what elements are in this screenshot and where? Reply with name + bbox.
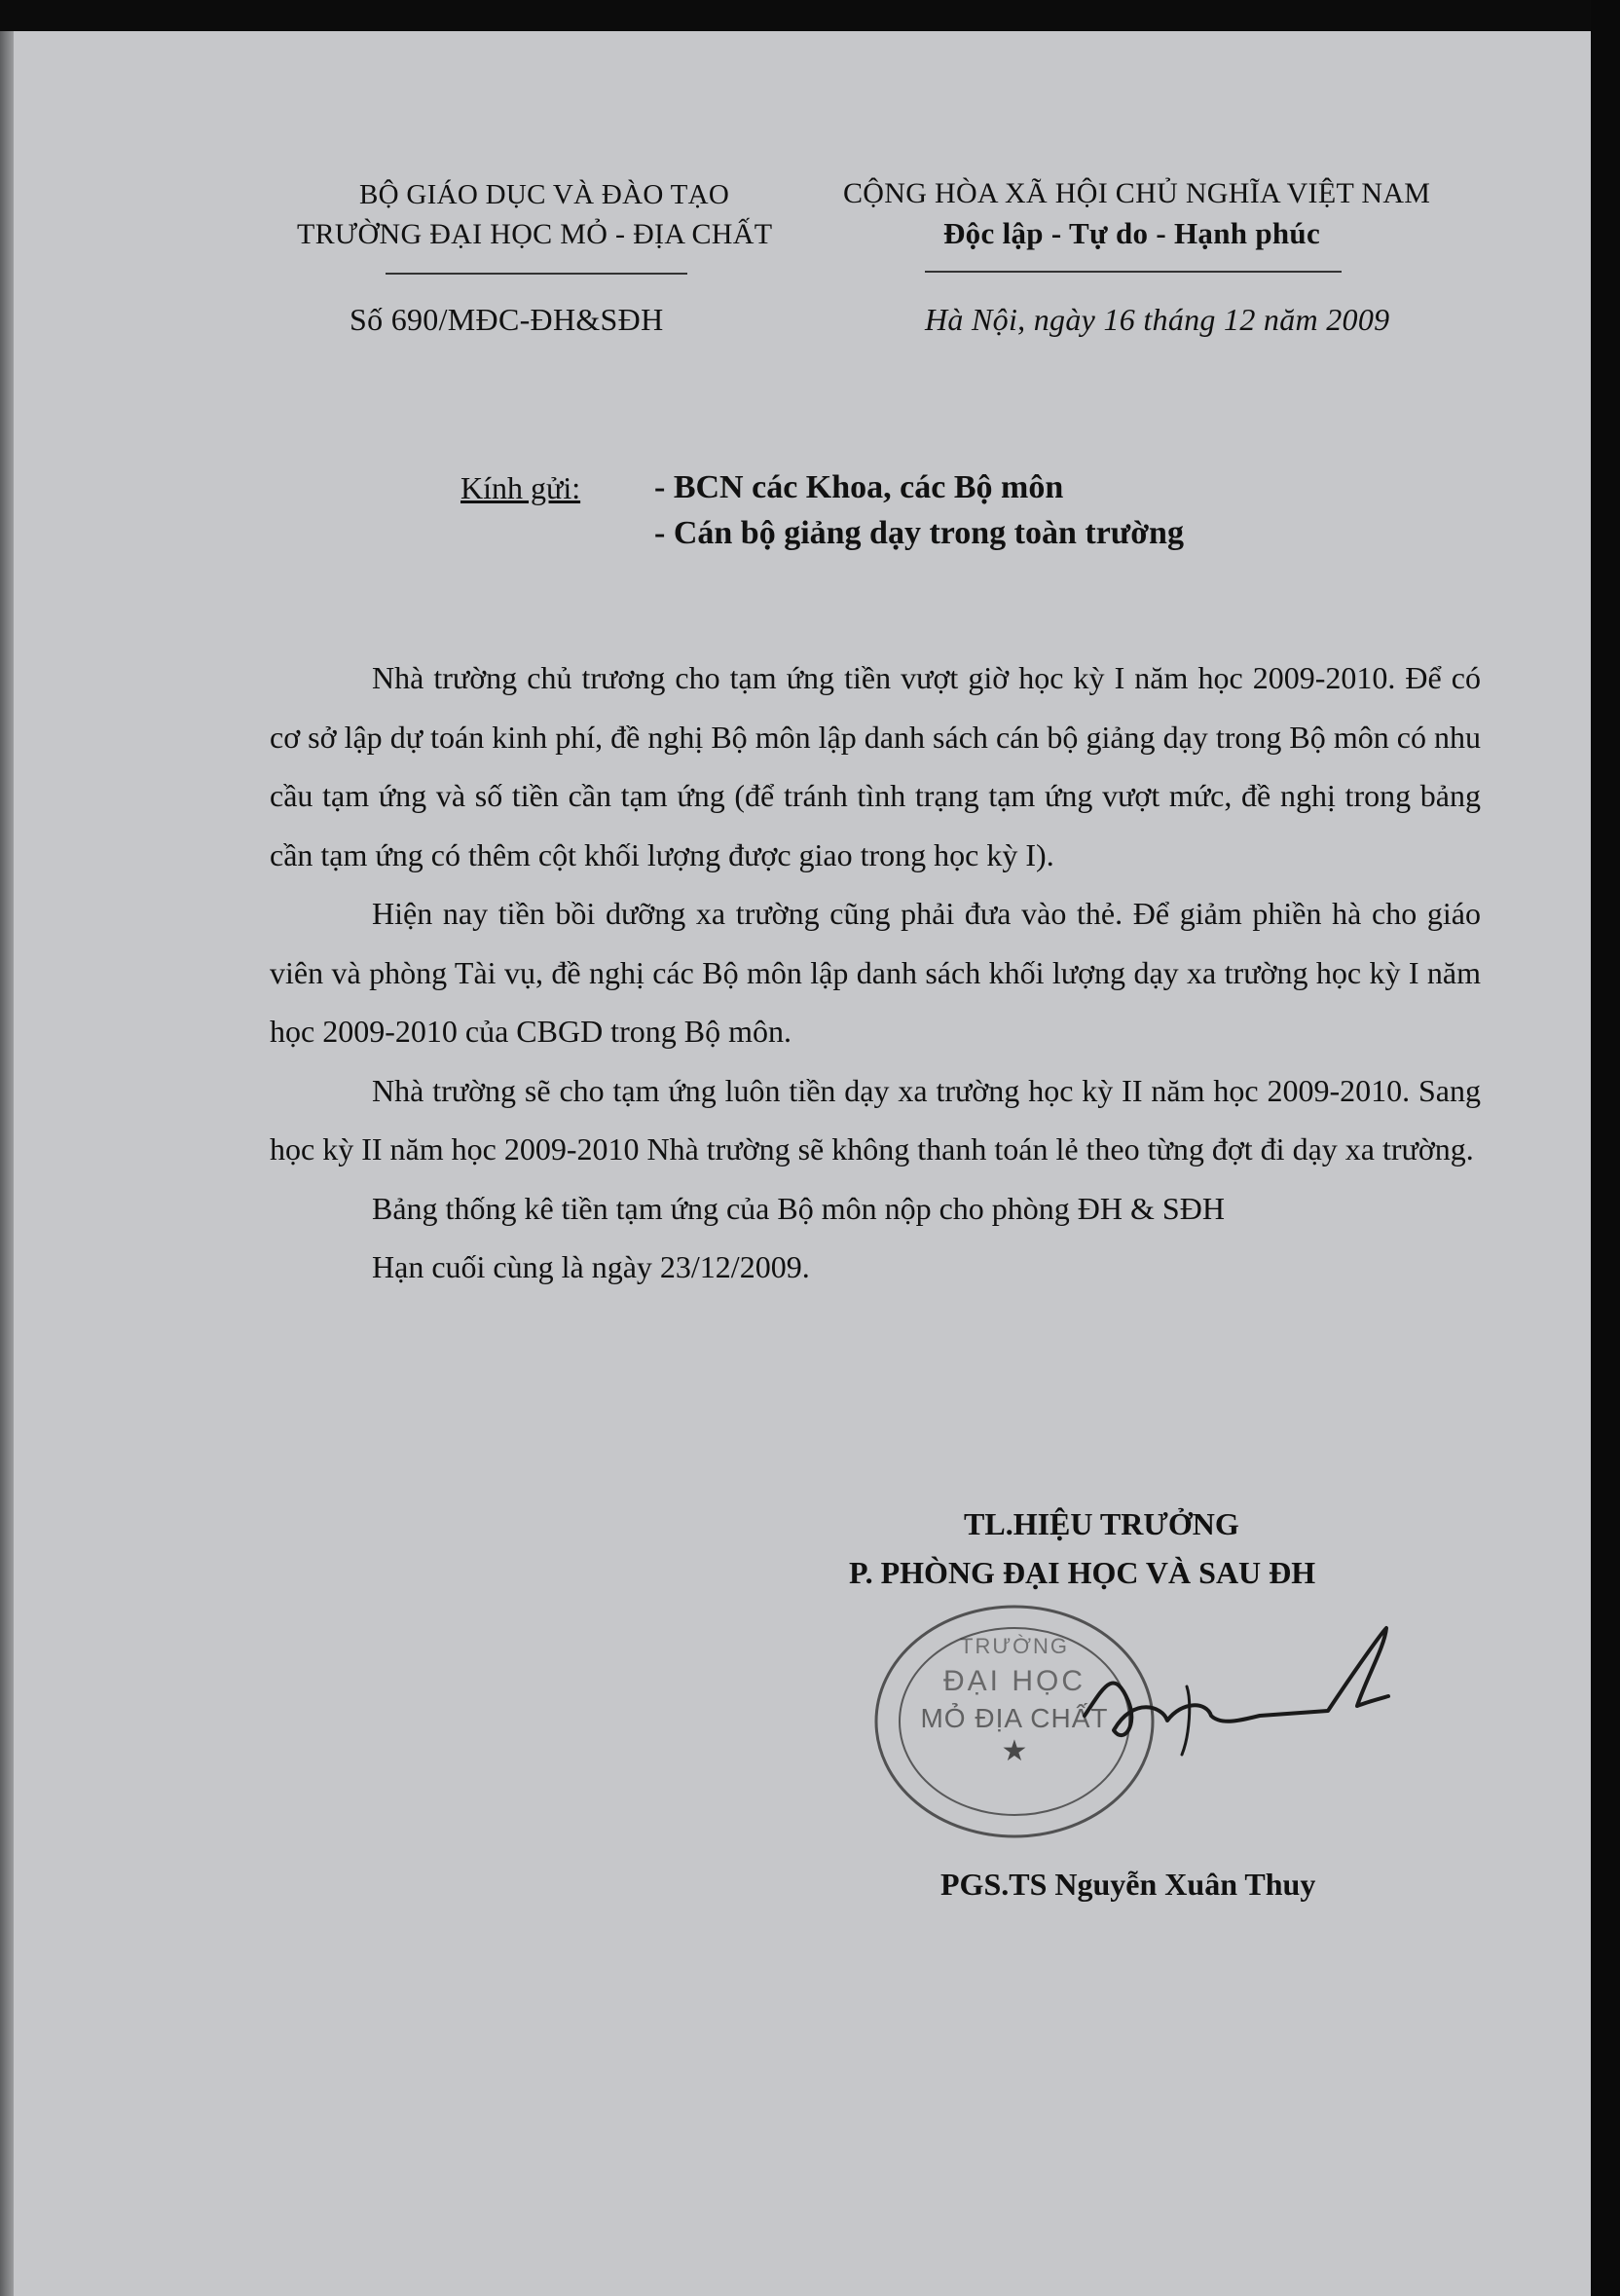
- recipient-line-2: - Cán bộ giảng dạy trong toàn trường: [654, 515, 1184, 551]
- body-paragraph-3: Nhà trường sẽ cho tạm ứng luôn tiền dạy xa trường học kỳ II năm học 2009-2010. Sang học kỳ II năm học 2009-2010 Nhà trường sẽ không thanh toán lẻ theo từng đợt đi dạy xa trường.: [270, 1072, 1481, 1167]
- letter-body: [270, 648, 1481, 1297]
- body-paragraph-1: Nhà trường chủ trương cho tạm ứng tiền vượt giờ học kỳ I năm học 2009-2010. Để có cơ sở lập dự toán kinh phí, đề nghị Bộ môn lập danh sách cán bộ giảng dạy trong Bộ môn có nhu cầu tạm ứng và số tiền cần tạm ứng (để tránh tình trạng tạm ứng vượt mức, đề nghị trong bảng cần tạm ứng có thêm cột khối lượng được giao trong học kỳ I).: [270, 660, 1481, 872]
- document-number: Số 690/MĐC-ĐH&SĐH: [350, 302, 664, 337]
- left-header-rule: [386, 273, 687, 275]
- scan-right-border: [1591, 0, 1620, 2296]
- university-name: TRƯỜNG ĐẠI HỌC MỎ - ĐỊA CHẤT: [297, 218, 773, 250]
- scan-left-shadow: [0, 31, 14, 2296]
- ministry-name: BỘ GIÁO DỤC VÀ ĐÀO TẠO: [359, 179, 730, 210]
- document-page: [14, 31, 1591, 2296]
- signer-name: PGS.TS Nguyễn Xuân Thuy: [940, 1867, 1316, 1902]
- recipients-label: Kính gửi:: [460, 470, 581, 505]
- body-paragraph-2: Hiện nay tiền bồi dưỡng xa trường cũng phải đưa vào thẻ. Để giảm phiền hà cho giáo viên và phòng Tài vụ, đề nghị các Bộ môn lập danh sách khối lượng dạy xa trường học kỳ I năm học 2009-2010 của CBGD trong Bộ môn.: [270, 896, 1481, 1049]
- scan-top-border: [0, 0, 1620, 31]
- republic-title: CỘNG HÒA XÃ HỘI CHỦ NGHĨA VIỆT NAM: [843, 177, 1431, 209]
- recipient-line-1: - BCN các Khoa, các Bộ môn: [654, 469, 1064, 505]
- national-motto: Độc lập - Tự do - Hạnh phúc: [943, 216, 1321, 250]
- body-paragraph-5: Hạn cuối cùng là ngày 23/12/2009.: [372, 1249, 810, 1284]
- signature-title-1: TL.HIỆU TRƯỞNG: [964, 1506, 1239, 1541]
- signature-title-2: P. PHÒNG ĐẠI HỌC VÀ SAU ĐH: [849, 1555, 1316, 1590]
- right-header-rule: [925, 271, 1342, 273]
- place-date: Hà Nội, ngày 16 tháng 12 năm 2009: [925, 302, 1390, 337]
- handwritten-signature: [1075, 1609, 1396, 1784]
- stamp-text-2: ĐẠI HỌC: [942, 1665, 1086, 1697]
- body-paragraph-4: Bảng thống kê tiền tạm ứng của Bộ môn nộp cho phòng ĐH & SĐH: [372, 1190, 1225, 1226]
- stamp-text-3: MỎ ĐỊA CHẤT: [920, 1703, 1109, 1733]
- svg-text:★: ★: [1001, 1735, 1028, 1767]
- stamp-text-1: TRƯỜNG: [960, 1634, 1069, 1658]
